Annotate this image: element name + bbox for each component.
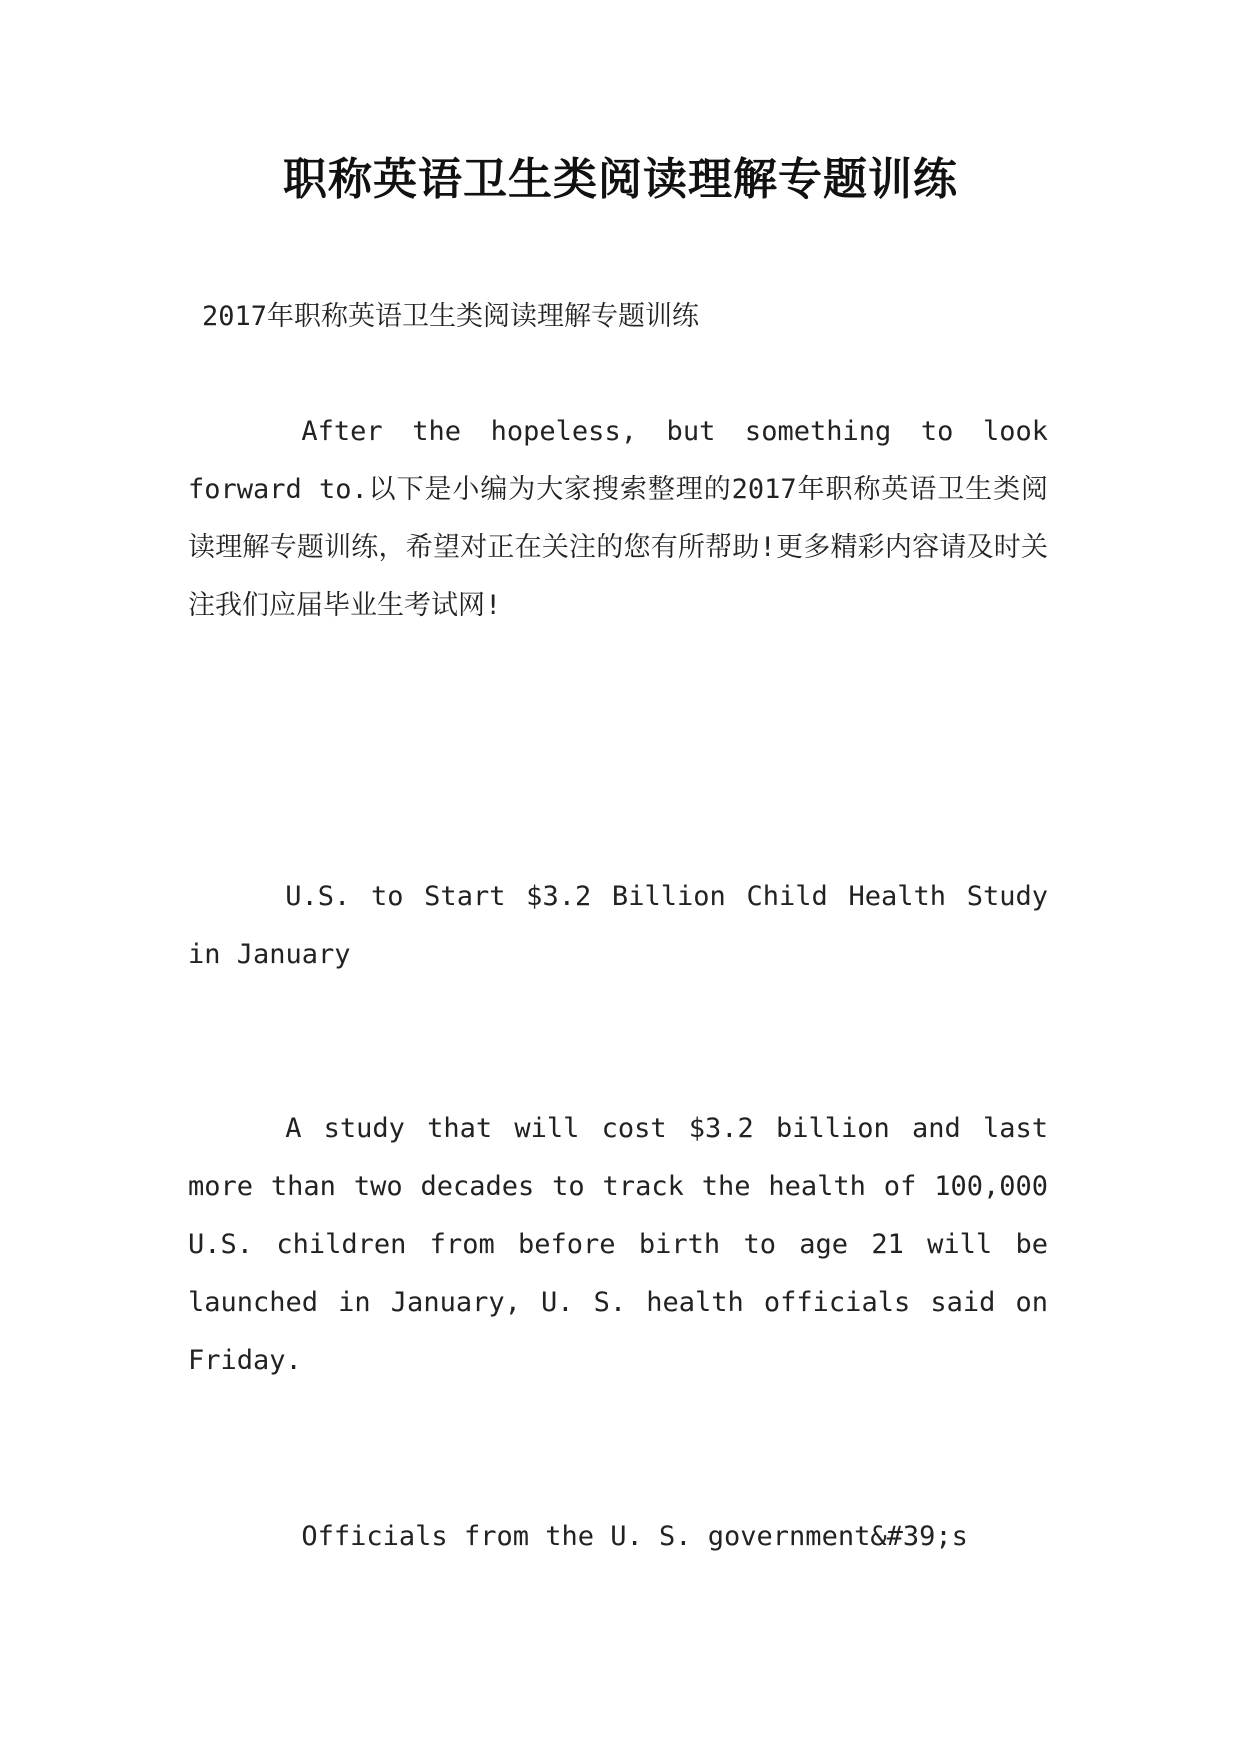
article-paragraph-1: A study that will cost $3.2 billion and last more than two decades to track the health of 100,000 U.S. children from before birth to age 21 will be launched in January, U. S. health officials said on Friday. (188, 1113, 1048, 1376)
article-heading: U.S. to Start $3.2 Billion Child Health Study in January (188, 881, 1048, 970)
article-paragraph-2: Officials from the U. S. government&#39;s (301, 1521, 968, 1552)
intro-paragraph: After the hopeless, but something to look forward to.以下是小编为大家搜索整理的2017年职称英语卫生类阅读理解专题训练，希望对正在关注的您有所帮助!更多精彩内容请及时关注我们应届毕业生考试网! (188, 416, 1048, 621)
document-subtitle: 2017年职称英语卫生类阅读理解专题训练 (202, 301, 700, 332)
document-title: 职称英语卫生类阅读理解专题训练 (283, 154, 958, 205)
